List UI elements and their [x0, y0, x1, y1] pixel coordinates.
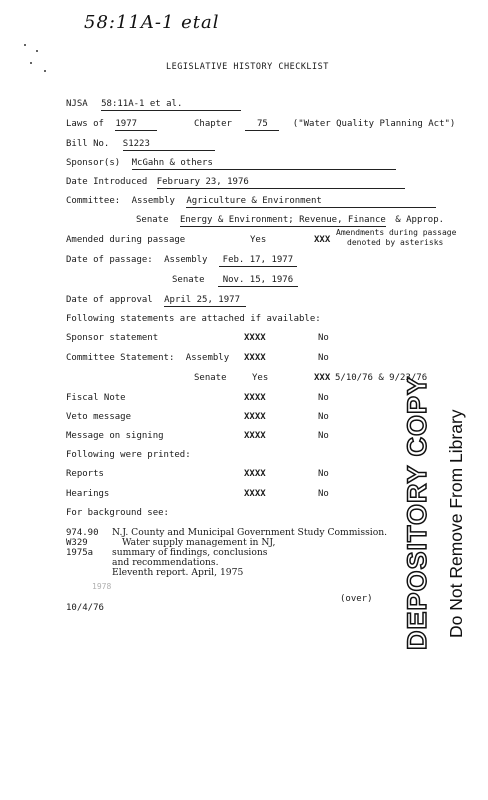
committee-senate-row — [136, 216, 444, 227]
scan-speck — [24, 44, 26, 46]
amended-label: Amended during passage — [66, 235, 186, 245]
passage-assembly-value: Feb. 17, 1977 — [219, 256, 297, 267]
fiscal-note-no: No — [318, 393, 329, 403]
committee-assembly-row — [66, 197, 436, 208]
background-citation — [112, 528, 387, 578]
citation-line: Water supply management in NJ, — [122, 537, 276, 548]
passage-senate-label: Senate — [172, 275, 205, 285]
chapter-label: Chapter — [194, 119, 232, 129]
date-of-approval-value: April 25, 1977 — [164, 296, 246, 307]
njsa-label: NJSA — [66, 99, 88, 109]
amendments-note-line1: Amendments during passage — [336, 228, 457, 237]
veto-message-label: Veto message — [66, 412, 132, 422]
sponsor-label: Sponsor(s) — [66, 158, 121, 168]
laws-of-year: 1977 — [115, 120, 157, 131]
committee-senate-value: Energy & Environment; Revenue, Finance — [179, 215, 386, 225]
committee-statement-assembly-no: No — [318, 353, 329, 363]
message-on-signing-yes: XXXX — [244, 431, 266, 441]
committee-statement-senate-label: Senate — [194, 373, 227, 383]
call-number — [66, 528, 99, 558]
message-on-signing-no: No — [318, 431, 329, 441]
handwritten-statute-number: 58:11A-1 etal — [84, 12, 220, 33]
date-footer: 10/4/76 — [66, 603, 104, 613]
njsa-row — [66, 100, 241, 111]
reports-no: No — [318, 469, 329, 479]
depository-copy-stamp: DEPOSITORY COPY — [402, 375, 432, 650]
veto-message-yes: XXXX — [244, 412, 266, 422]
date-of-approval-row — [66, 296, 246, 307]
act-name: ("Water Quality Planning Act") — [292, 119, 456, 129]
printed-header: Following were printed: — [66, 450, 191, 460]
bill-value: S1223 — [123, 140, 215, 151]
faded-mark: 1978 — [92, 582, 112, 591]
committee-assembly-value: Agriculture & Environment — [186, 197, 436, 208]
veto-message-no: No — [318, 412, 329, 422]
chapter-value: 75 — [245, 120, 279, 131]
committee-assembly-label: Assembly — [131, 196, 175, 206]
scan-speck — [30, 62, 32, 64]
citation-line: N.J. County and Municipal Government Study Commission. — [112, 527, 388, 538]
call-number-line: W329 — [66, 538, 88, 548]
sponsor-value: McGahn & others — [132, 159, 396, 170]
committee-senate-tail: & Approp. — [395, 215, 445, 225]
sponsor-statement-yes: XXXX — [244, 333, 266, 343]
committee-senate-label: Senate — [136, 215, 169, 225]
sponsor-statement-label: Sponsor statement — [66, 333, 159, 343]
date-of-passage-senate-row — [172, 276, 298, 287]
amendments-note-line2: denoted by asterisks — [347, 238, 444, 247]
amended-no: XXX — [314, 235, 331, 245]
reports-label: Reports — [66, 469, 104, 479]
hearings-no: No — [318, 489, 329, 499]
statements-header: Following statements are attached if available: — [66, 314, 321, 324]
fiscal-note-label: Fiscal Note — [66, 393, 126, 403]
call-number-line: 1975a — [66, 548, 94, 558]
amended-yes: Yes — [250, 235, 267, 245]
njsa-value: 58:11A-1 et al. — [101, 100, 241, 111]
laws-of-label: Laws of — [66, 119, 104, 129]
date-of-passage-assembly-row — [66, 256, 297, 267]
passage-senate-value: Nov. 15, 1976 — [218, 276, 298, 287]
do-not-remove-stamp: Do Not Remove From Library — [446, 409, 466, 638]
page-title: LEGISLATIVE HISTORY CHECKLIST — [166, 62, 329, 72]
call-number-line: 974.90 — [66, 528, 99, 538]
scan-speck — [44, 70, 46, 72]
committee-statement-senate-yes: Yes — [252, 373, 269, 383]
message-on-signing-label: Message on signing — [66, 431, 164, 441]
committee-statement-senate-dates: 5/10/76 & 9/23/76 — [335, 373, 428, 383]
over-note: (over) — [340, 594, 373, 604]
fiscal-note-yes: XXXX — [244, 393, 266, 403]
passage-assembly-label: Assembly — [164, 255, 208, 265]
date-of-approval-label: Date of approval — [66, 295, 153, 305]
citation-line: and recommendations. — [112, 557, 219, 568]
committee-statement-row — [66, 354, 229, 363]
laws-of-row — [66, 120, 157, 131]
chapter-row — [194, 120, 455, 131]
reports-yes: XXXX — [244, 469, 266, 479]
scan-speck — [36, 50, 38, 52]
committee-statement-assembly-yes: XXXX — [244, 353, 266, 363]
bill-label: Bill No. — [66, 139, 110, 149]
hearings-label: Hearings — [66, 489, 110, 499]
bill-row — [66, 140, 215, 151]
committee-statement-label: Committee Statement: — [66, 353, 175, 363]
hearings-yes: XXXX — [244, 489, 266, 499]
committee-statement-senate-no: XXX — [314, 373, 331, 383]
committee-statement-assembly-label: Assembly — [185, 353, 230, 363]
committee-label: Committee: — [66, 196, 121, 206]
citation-line: Eleventh report. April, 1975 — [112, 567, 244, 578]
date-introduced-label: Date Introduced — [66, 177, 148, 187]
date-introduced-value: February 23, 1976 — [157, 178, 405, 189]
sponsor-statement-no: No — [318, 333, 329, 343]
sponsor-row — [66, 159, 396, 170]
date-introduced-row — [66, 178, 405, 189]
citation-line: summary of findings, conclusions — [112, 547, 268, 558]
date-of-passage-label: Date of passage: — [66, 255, 153, 265]
background-header: For background see: — [66, 508, 169, 518]
